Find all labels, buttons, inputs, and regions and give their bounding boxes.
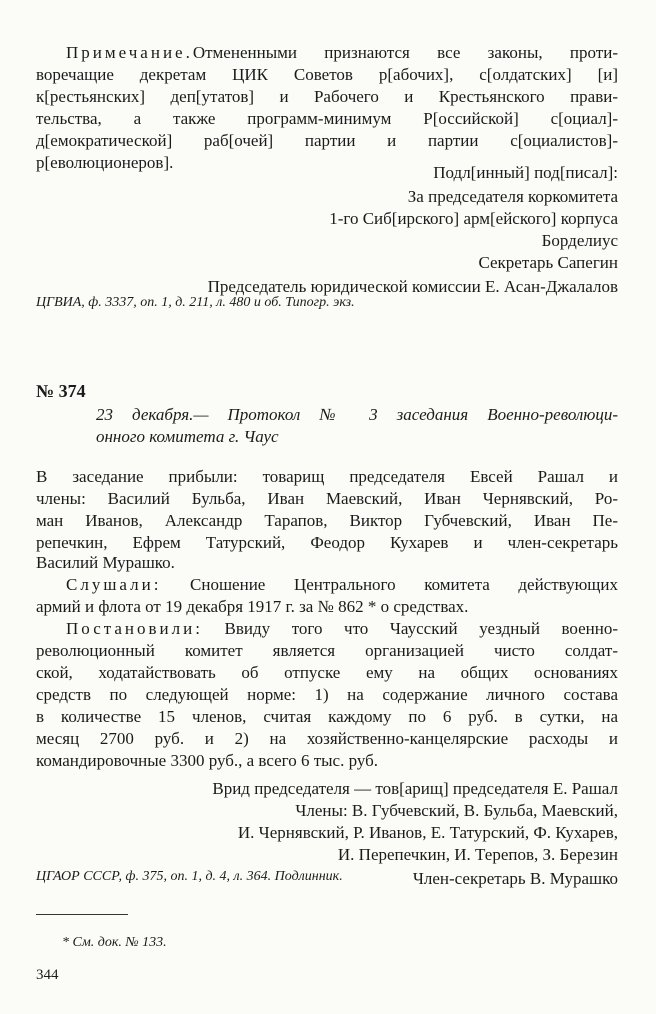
resolved-line-6: месяц 2700 руб. и 2) на хозяйственно-канцелярские расходы и: [36, 729, 618, 748]
resolved-line-3: ской, ходатайствовать об отпуске ему на общих основаниях: [36, 663, 618, 682]
note-line-5: д[емократической] раб[очей] партии и партии с[оциалистов]-: [36, 131, 618, 150]
attendance-line-4: репечкин, Ефрем Татурский, Феодор Кухарев и член-секретарь: [36, 533, 618, 552]
document-number: № 374: [36, 381, 86, 401]
sig2-line-4: И. Перепечкин, И. Терепов, З. Березин: [337, 845, 618, 864]
sig1-line-3: 1-го Сиб[ирского] арм[ейского] корпуса: [329, 209, 618, 228]
page-number: 344: [36, 967, 59, 983]
sig1-line-4: Борделиус: [541, 231, 618, 250]
sig2-line-2: Члены: В. Губчевский, В. Бульба, Маевский,: [295, 801, 618, 820]
note-line-1: [66, 42, 618, 64]
note-line-4: тельства, а также программ-минимум Р[оссийской] с[оциал]-: [36, 109, 618, 128]
note-text: Отмененными признаются все законы, проти-: [192, 43, 618, 62]
sig2-line-1: Врид председателя — тов[арищ] председателя Е. Рашал: [212, 779, 618, 798]
resolved-label: Постановили:: [66, 619, 203, 638]
sig1-line-2: За председателя коркомитета: [407, 187, 618, 206]
resolved-line-1: [66, 618, 618, 640]
sig1-line-5: Секретарь Сапегин: [478, 253, 618, 272]
resolved-line-5: в количестве 15 членов, считая каждому по 6 руб. в сутки, на: [36, 707, 618, 726]
resolved-line-2: революционный комитет является организацией чисто солдат-: [36, 641, 618, 660]
doc-title-line-1: 23 декабря.— Протокол № 3 заседания Военно-революци-: [96, 405, 618, 424]
sig2-line-5: Член-секретарь В. Мурашко: [412, 869, 618, 888]
resolved-line-7: командировочные 3300 руб., а всего 6 тыс. руб.: [36, 751, 379, 770]
footnote: * См. док. № 133.: [62, 935, 167, 950]
source-citation-2: ЦГАОР СССР, ф. 375, оп. 1, д. 4, л. 364. Подлинник.: [36, 869, 343, 884]
attendance-line-5: Василий Мурашко.: [36, 553, 175, 572]
note-line-6: р[еволюционеров].: [36, 153, 174, 172]
note-label: Примечание.: [66, 43, 193, 62]
resolved-text: Ввиду того что Чаусский уездный военно-: [224, 619, 619, 638]
heard-text: Сношение Центрального комитета действующих: [190, 575, 618, 594]
source-citation-1: ЦГВИА, ф. 3337, оп. 1, д. 211, л. 480 и об. Типогр. экз.: [36, 295, 355, 310]
sig1-line-6: Председатель юридической комиссии Е. Асан-Джалалов: [207, 277, 618, 296]
attendance-line-1: В заседание прибыли: товарищ председателя Евсей Рашал и: [36, 467, 618, 486]
heard-line-2: армий и флота от 19 декабря 1917 г. за № 862 * о средствах.: [36, 597, 469, 616]
resolved-line-4: средств по следующей норме: 1) на содержание личного состава: [36, 685, 618, 704]
sig1-line-1: Подл[инный] под[писал]:: [433, 163, 618, 182]
doc-title-line-2: онного комитета г. Чаус: [96, 427, 279, 446]
attendance-line-2: члены: Василий Бульба, Иван Маевский, Иван Чернявский, Ро-: [36, 489, 618, 508]
note-line-3: к[рестьянских] деп[утатов] и Рабочего и Крестьянского прави-: [36, 87, 618, 106]
note-line-2: воречащие декретам ЦИК Советов р[абочих], с[олдатских] [и]: [36, 65, 618, 84]
sig2-line-3: И. Чернявский, Р. Иванов, Е. Татурский, Ф. Кухарев,: [237, 823, 618, 842]
heard-line-1: [66, 574, 618, 596]
heard-label: Слушали:: [66, 575, 162, 594]
attendance-line-3: ман Иванов, Александр Тарапов, Виктор Губчевский, Иван Пе-: [36, 511, 618, 530]
footnote-rule: [36, 914, 128, 915]
